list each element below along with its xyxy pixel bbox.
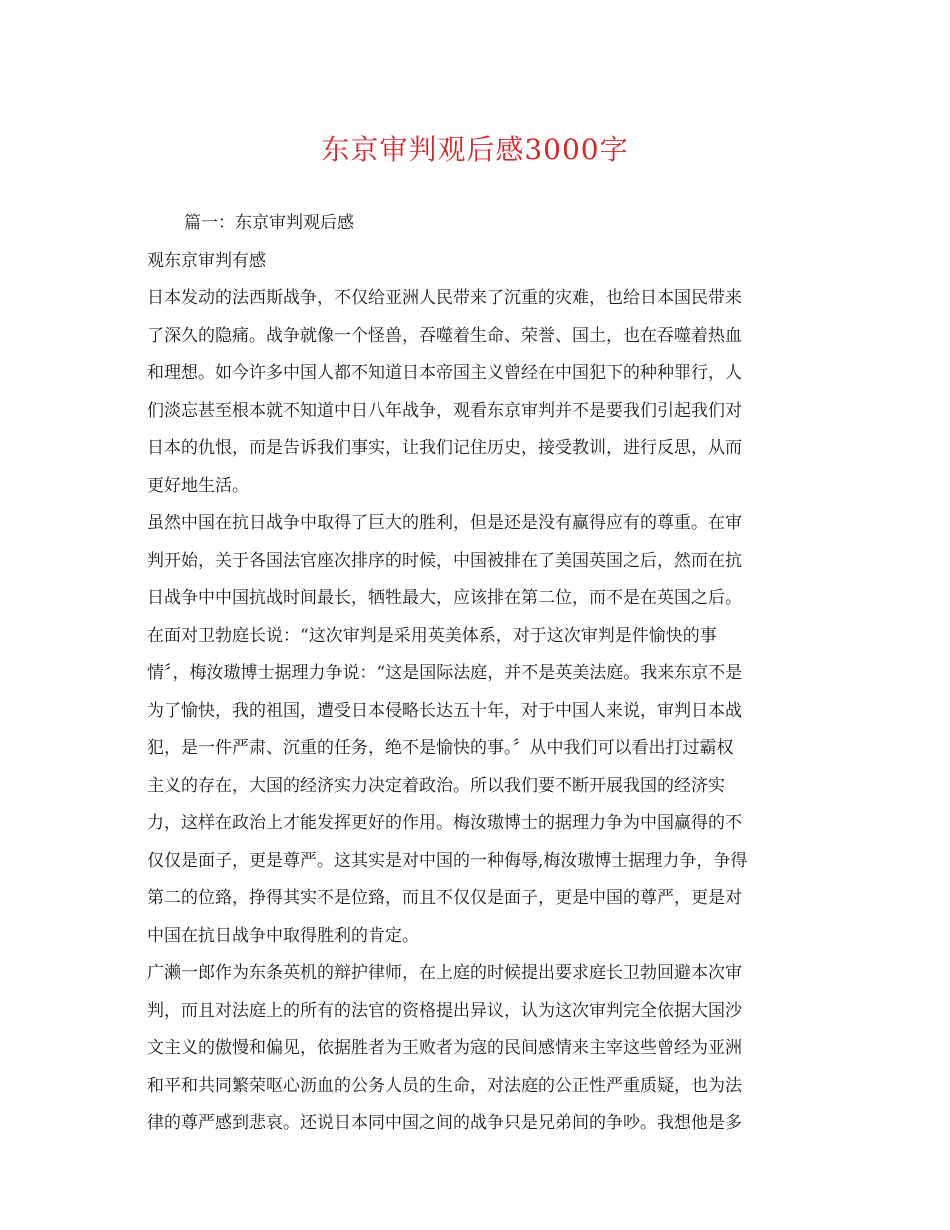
- paragraph-line: 了深久的隐痛。战争就像一个怪兽，吞噬着生命、荣誉、国土，也在吞噬着热血: [147, 325, 742, 346]
- paragraph-line: 力，这样在政治上才能发挥更好的作用。梅汝璈博士的据理力争为中国赢得的不: [147, 813, 742, 833]
- document-title: 东京审判观后感3000字: [321, 133, 629, 166]
- paragraph-line: 判开始，关于各国法官座次排序的时候，中国被排在了美国英国之后，然而在抗: [147, 550, 742, 571]
- paragraph-line: 日本发动的法西斯战争，不仅给亚洲人民带来了沉重的灾难，也给日本国民带来: [147, 288, 742, 308]
- subheading: 观东京审判有感: [147, 250, 266, 271]
- paragraph-line: 们淡忘甚至根本就不知道中日八年战争，观看东京审判并不是要我们引起我们对: [147, 400, 742, 421]
- paragraph-line: 主义的存在，大国的经济实力决定着政治。所以我们要不断开展我国的经济实: [147, 775, 725, 796]
- paragraph-line: 日战争中中国抗战时间最长，牺牲最大，应该排在第二位，而不是在英国之后。: [147, 588, 742, 608]
- paragraph-2: [147, 505, 809, 955]
- paragraph-line: 日本的仇恨，而是告诉我们事实，让我们记住历史，接受教训，进行反思，从而: [147, 438, 742, 458]
- paragraph-line: 中国在抗日战争中取得胜利的肯定。: [147, 925, 419, 946]
- paragraph-line: 和理想。如今许多中国人都不知道日本帝国主义曾经在中国犯下的种种罪行，人: [147, 363, 742, 383]
- paragraph-line: 为了愉快，我的祖国，遭受日本侵略长达五十年，对于中国人来说，审判日本战: [147, 700, 742, 721]
- document-body: [147, 205, 809, 1143]
- paragraph-1: [147, 280, 809, 505]
- paragraph-line: 第二的位臵，挣得其实不是位臵，而且不仅仅是面子，更是中国的尊严，更是对: [147, 888, 742, 908]
- paragraph-line: 文主义的傲慢和偏见，依据胜者为王败者为寇的民间感情来主宰这些曾经为亚洲: [147, 1038, 742, 1058]
- paragraph-line: 广濑一郎作为东条英机的辩护律师，在上庭的时候提出要求庭长卫勃回避本次审: [147, 963, 742, 983]
- paragraph-3: [147, 955, 809, 1143]
- paragraph-line: 犯，是一件严肃、沉重的任务，绝不是愉快的事。〞从中我们可以看出打过霸权: [147, 738, 734, 758]
- paragraph-line: 在面对卫勃庭长说：“这次审判是采用英美体系，对于这次审判是件愉快的事: [147, 625, 717, 646]
- paragraph-line: 情〞，梅汝璈博士据理力争说：“这是国际法庭，并不是英美法庭。我来东京不是: [147, 663, 743, 683]
- paragraph-line: 仅仅是面子，更是尊严。这其实是对中国的一种侮辱,梅汝璈博士据理力争，争得: [147, 850, 748, 871]
- paragraph-line: 虽然中国在抗日战争中取得了巨大的胜利，但是还是没有赢得应有的尊重。在审: [147, 513, 742, 533]
- paragraph-line: 律的尊严感到悲哀。还说日本同中国之间的战争只是兄弟间的争吵。我想他是多: [147, 1113, 742, 1133]
- section-heading: 篇一：东京审判观后感: [184, 213, 354, 233]
- paragraph-line: 判，而且对法庭上的所有的法官的资格提出异议，认为这次审判完全依据大国沙: [147, 1000, 742, 1021]
- paragraph-line: 更好地生活。: [147, 475, 249, 496]
- paragraph-line: 和平和共同繁荣呕心沥血的公务人员的生命，对法庭的公正性严重质疑，也为法: [147, 1075, 742, 1096]
